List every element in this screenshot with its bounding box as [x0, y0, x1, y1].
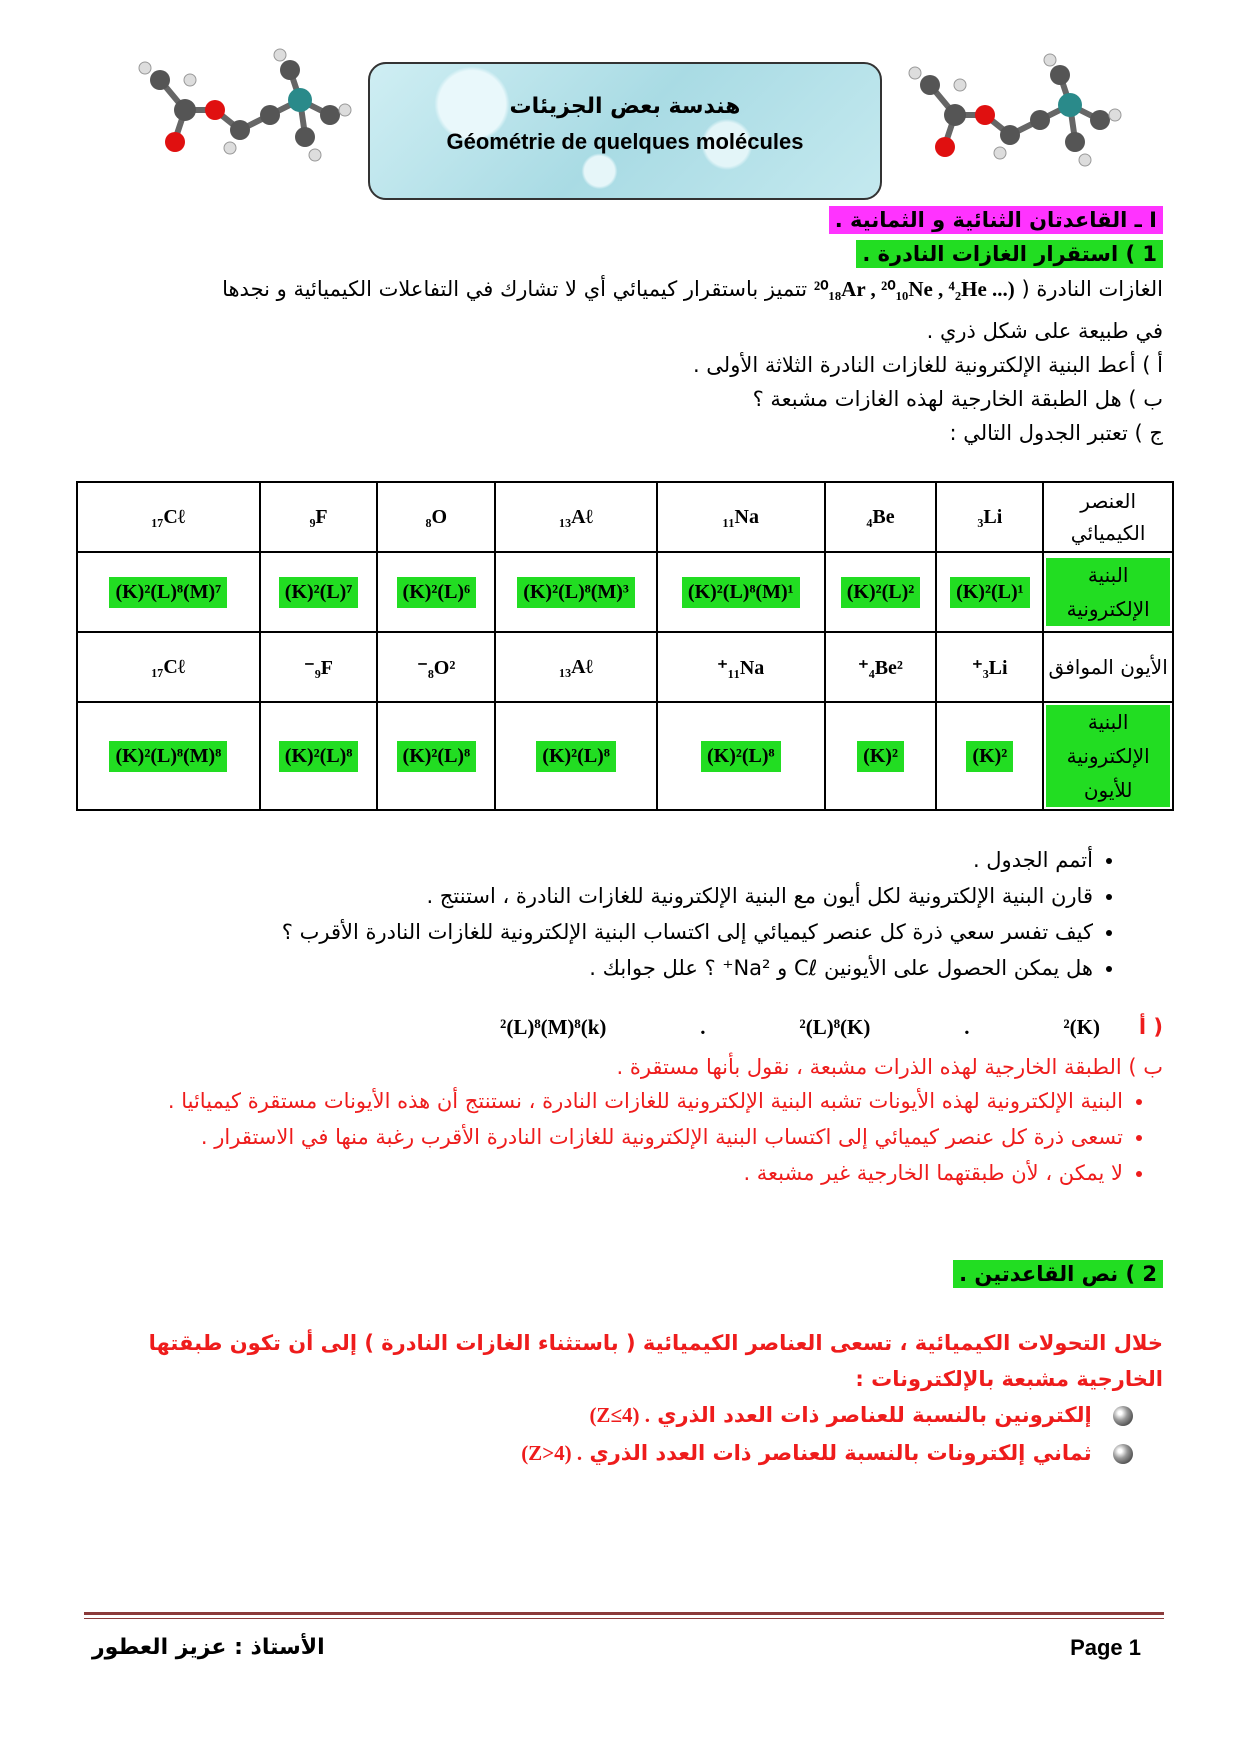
element-cell: ₁₃Aℓ — [495, 482, 657, 552]
list-item: • لا يمكن ، لأن طبقتهما الخارجية غير مشبعة . — [83, 1155, 1123, 1191]
ion-structure-cell: (K)²(L)⁸ — [495, 702, 657, 810]
structure-cell: (K)²(L)⁸(M)³ — [495, 552, 657, 632]
ion-structure-cell: (K)²(L)⁸ — [377, 702, 495, 810]
table-row — [77, 702, 1173, 810]
ion-cell: ₁₃Aℓ — [495, 632, 657, 702]
structure-cell: (K)²(L)⁸(M)⁷ — [77, 552, 260, 632]
table-row — [77, 552, 1173, 632]
structure-cell: (K)²(L)⁸(M)¹ — [657, 552, 825, 632]
ion-cell: ₄Be²⁺ — [825, 632, 937, 702]
noble-gas-formulas: ²⁰₁₈Ar , ²⁰₁₀Ne , ⁴₂He ...) — [813, 277, 1015, 301]
ion-cell: ₈O²⁻ — [377, 632, 495, 702]
title-box — [368, 62, 882, 200]
ion-cell: ₉F⁻ — [260, 632, 378, 702]
answer-bullets — [83, 1083, 1163, 1191]
question-c: ج ) تعتبر الجدول التالي : — [949, 421, 1163, 445]
table-row — [77, 482, 1173, 552]
title-french: Géométrie de quelques molécules — [446, 129, 804, 154]
answer-a-values: (K)² . (K)²(L)⁸ . (k)²(L)⁸(M)⁸ — [500, 1015, 1100, 1039]
list-item: • قارن البنية الإلكترونية لكل أيون مع البنية الإلكترونية للغازات النادرة ، استنتج . — [121, 878, 1093, 914]
row-label: البنية الإلكترونية — [1043, 552, 1173, 632]
list-item: • هل يمكن الحصول على الأيونين Cℓ و Na²⁺ ؟ علل جوابك . — [121, 950, 1093, 986]
ion-structure-cell: (K)² — [825, 702, 937, 810]
rule-duet: إلكترونين بالنسبة للعناصر ذات العدد الذري (Z≤4) . — [589, 1398, 1133, 1432]
subsection-heading-2: 2 ) نص القاعدتين . — [953, 1257, 1163, 1291]
intro-paragraph: الغازات النادرة ( ²⁰₁₈Ar , ²⁰₁₀Ne , ⁴₂He ...) تتميز باستقرار كيميائي أي لا تشارك في التفاعلات الكيميائية و نجدها — [222, 277, 1163, 301]
section-heading: I ـ القاعدتان الثنائية و الثمانية . — [829, 203, 1163, 237]
structure-cell: (K)²(L)² — [825, 552, 937, 632]
intro-paragraph-end: في طبيعة على شكل ذري . — [926, 319, 1163, 343]
element-cell: ₁₁Na — [657, 482, 825, 552]
row-label: الأيون الموافق — [1043, 632, 1173, 702]
title-arabic: هندسة بعض الجزيئات — [509, 94, 741, 119]
row-label: البنية الإلكترونية للأيون — [1043, 702, 1173, 810]
rule-intro: خلال التحولات الكيميائية ، تسعى العناصر الكيميائية ( باستثناء الغازات النادرة ) إلى أن تكون طبقتها الخارجية مشبعة بالإلكترونات : — [148, 1331, 1163, 1391]
ion-cell: ₃Li⁺ — [936, 632, 1043, 702]
question-b: ب ) هل الطبقة الخارجية لهذه الغازات مشبعة ؟ — [752, 387, 1163, 411]
page-number: Page 1 — [1070, 1635, 1141, 1660]
ion-cell: ₁₁Na⁺ — [657, 632, 825, 702]
ion-structure-cell: (K)² — [936, 702, 1043, 810]
molecule-illustration-left — [130, 40, 360, 170]
electronic-structure-table — [76, 481, 1174, 811]
footer-divider — [84, 1612, 1164, 1615]
answer-a-label: أ ) — [1138, 1015, 1163, 1039]
table-row — [77, 632, 1173, 702]
answer-b: ب ) الطبقة الخارجية لهذه الذرات مشبعة ، نقول بأنها مستقرة . — [616, 1055, 1163, 1079]
list-item: • البنية الإلكترونية لهذه الأيونات تشبه البنية الإلكترونية للغازات النادرة ، نستنتج أن هذه الأيونات مستقرة كيميائيا . — [83, 1083, 1123, 1119]
bullet-ball-icon — [1113, 1444, 1133, 1464]
ion-structure-cell: (K)²(L)⁸ — [260, 702, 378, 810]
structure-cell: (K)²(L)⁶ — [377, 552, 495, 632]
tasks-list — [121, 842, 1121, 986]
footer-author: الأستاذ : عزيز العطور — [92, 1635, 325, 1660]
element-cell: ₉F — [260, 482, 378, 552]
rule-octet: ثماني إلكترونات بالنسبة للعناصر ذات العدد الذري (Z>4) . — [521, 1436, 1133, 1470]
element-cell: ₃Li — [936, 482, 1043, 552]
subsection-heading-1: 1 ) استقرار الغازات النادرة . — [856, 237, 1163, 271]
row-label: العنصر الكيميائي — [1043, 482, 1173, 552]
question-a: أ ) أعط البنية الإلكترونية للغازات النادرة الثلاثة الأولى . — [692, 353, 1163, 377]
ion-structure-cell: (K)²(L)⁸(M)⁸ — [77, 702, 260, 810]
list-item: • أتمم الجدول . — [121, 842, 1093, 878]
structure-cell: (K)²(L)¹ — [936, 552, 1043, 632]
ion-structure-cell: (K)²(L)⁸ — [657, 702, 825, 810]
molecule-illustration-right — [900, 45, 1130, 175]
element-cell: ₈O — [377, 482, 495, 552]
structure-cell: (K)²(L)⁷ — [260, 552, 378, 632]
list-item: • كيف تفسر سعي ذرة كل عنصر كيميائي إلى اكتساب البنية الإلكترونية للغازات النادرة الأقرب ؟ — [121, 914, 1093, 950]
list-item: • تسعى ذرة كل عنصر كيميائي إلى اكتساب البنية الإلكترونية للغازات النادرة الأقرب رغبة منها في الاستقرار . — [83, 1119, 1123, 1155]
bullet-ball-icon — [1113, 1406, 1133, 1426]
ion-cell: ₁₇Cℓ — [77, 632, 260, 702]
footer-divider-thin — [84, 1618, 1164, 1619]
element-cell: ₄Be — [825, 482, 937, 552]
element-cell: ₁₇Cℓ — [77, 482, 260, 552]
